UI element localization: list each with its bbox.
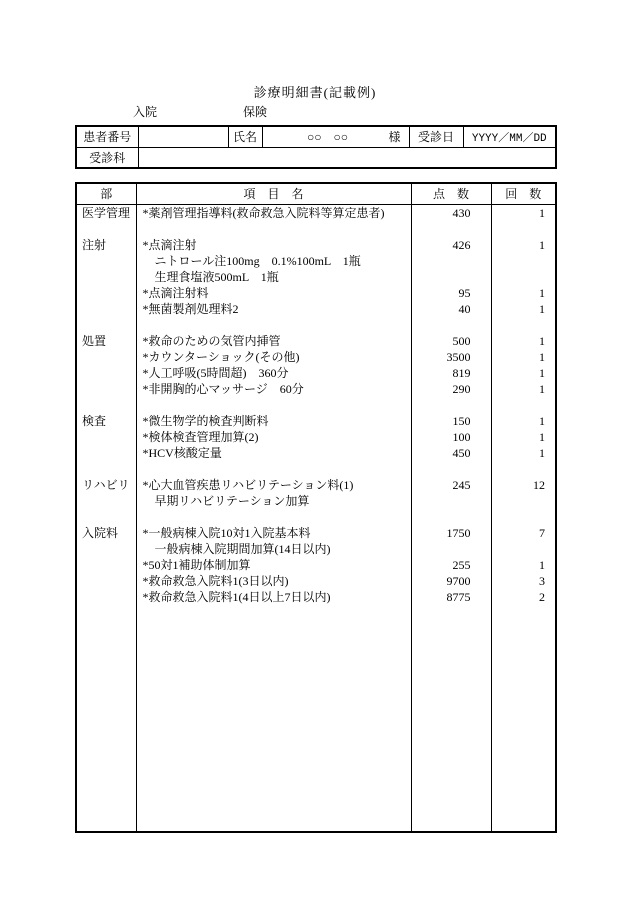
row-category-cell: [76, 269, 136, 285]
row-item-cell: *点滴注射料: [136, 285, 411, 301]
table-row: [76, 204, 556, 221]
statement-table-body: [76, 204, 556, 832]
row-count-cell: 1: [491, 301, 556, 317]
department-value: [138, 147, 556, 168]
row-count-cell: 12: [491, 477, 556, 493]
table-row: [76, 493, 556, 509]
row-count-cell: [491, 317, 556, 333]
row-points-cell: [411, 493, 491, 509]
row-points-cell: 3500: [411, 349, 491, 365]
row-category-cell: [76, 461, 136, 477]
row-category-cell: [76, 349, 136, 365]
row-item-cell: *薬剤管理指導料(救命救急入院料等算定患者): [136, 204, 411, 221]
row-count-cell: 1: [491, 237, 556, 253]
row-count-cell: 1: [491, 557, 556, 573]
col-header-count: 回 数: [491, 183, 556, 204]
patient-info-row-1: [76, 126, 556, 147]
row-item-cell: [136, 221, 411, 237]
row-count-cell: [491, 253, 556, 269]
row-points-cell: 500: [411, 333, 491, 349]
row-category-cell: [76, 221, 136, 237]
table-row: [76, 253, 556, 269]
row-category-cell: [76, 493, 136, 509]
row-item-cell: *非開胸的心マッサージ 60分: [136, 381, 411, 397]
row-points-cell: 450: [411, 445, 491, 461]
table-row: [76, 237, 556, 253]
row-points-cell: [411, 221, 491, 237]
table-row: [76, 477, 556, 493]
table-row: [76, 413, 556, 429]
row-points-cell: 40: [411, 301, 491, 317]
row-item-cell: *一般病棟入院10対1入院基本料: [136, 525, 411, 541]
row-category-cell: [76, 397, 136, 413]
name-value-cell: [262, 126, 409, 147]
row-points-cell: 8775: [411, 589, 491, 605]
row-count-cell: 1: [491, 285, 556, 301]
row-category-cell: [76, 589, 136, 605]
patient-name: ○○ ○○: [306, 130, 348, 145]
row-count-cell: 1: [491, 381, 556, 397]
row-item-cell: 一般病棟入院期間加算(14日以内): [136, 541, 411, 557]
row-count-cell: 1: [491, 445, 556, 461]
row-category-cell: [76, 573, 136, 589]
table-row: [76, 285, 556, 301]
row-category-cell: [76, 317, 136, 333]
filler-cell: [76, 605, 136, 832]
row-count-cell: [491, 541, 556, 557]
row-count-cell: 1: [491, 365, 556, 381]
patient-info-table: [75, 125, 557, 169]
table-row: [76, 557, 556, 573]
row-item-cell: *救命救急入院料1(4日以上7日以内): [136, 589, 411, 605]
row-item-cell: *カウンターショック(その他): [136, 349, 411, 365]
visit-date-value: YYYY／MM／DD: [463, 126, 556, 147]
row-item-cell: *検体検査管理加算(2): [136, 429, 411, 445]
row-item-cell: [136, 397, 411, 413]
row-points-cell: [411, 541, 491, 557]
row-points-cell: 290: [411, 381, 491, 397]
row-count-cell: 1: [491, 429, 556, 445]
row-count-cell: 1: [491, 349, 556, 365]
table-filler-row: [76, 605, 556, 832]
row-category-cell: [76, 301, 136, 317]
row-category-cell: [76, 541, 136, 557]
filler-cell: [491, 605, 556, 832]
table-row: [76, 349, 556, 365]
table-row: [76, 381, 556, 397]
department-label: 受診科: [76, 147, 138, 168]
row-item-cell: *救命救急入院料1(3日以内): [136, 573, 411, 589]
row-points-cell: 430: [411, 204, 491, 221]
table-row: [76, 525, 556, 541]
table-row: [76, 317, 556, 333]
row-item-cell: 生理食塩液500mL 1瓶: [136, 269, 411, 285]
row-count-cell: 7: [491, 525, 556, 541]
row-category-cell: 医学管理: [76, 204, 136, 221]
table-row: [76, 333, 556, 349]
row-category-cell: [76, 285, 136, 301]
visit-date-label: 受診日: [409, 126, 463, 147]
row-item-cell: [136, 509, 411, 525]
row-points-cell: 9700: [411, 573, 491, 589]
row-points-cell: [411, 269, 491, 285]
row-item-cell: *心大血管疾患リハビリテーション料(1): [136, 477, 411, 493]
col-header-points: 点 数: [411, 183, 491, 204]
admission-label: 入院: [133, 105, 158, 119]
statement-table: [75, 182, 557, 833]
row-points-cell: 100: [411, 429, 491, 445]
row-item-cell: *人工呼吸(5時間超) 360分: [136, 365, 411, 381]
row-points-cell: 426: [411, 237, 491, 253]
row-count-cell: 1: [491, 333, 556, 349]
insurance-label: 保険: [243, 105, 268, 119]
row-count-cell: [491, 509, 556, 525]
row-points-cell: 245: [411, 477, 491, 493]
row-category-cell: [76, 429, 136, 445]
row-category-cell: [76, 445, 136, 461]
row-item-cell: *救命のための気管内挿管: [136, 333, 411, 349]
row-points-cell: [411, 461, 491, 477]
row-points-cell: [411, 253, 491, 269]
table-row: [76, 429, 556, 445]
row-points-cell: 255: [411, 557, 491, 573]
row-category-cell: 注射: [76, 237, 136, 253]
row-item-cell: ニトロール注100mg 0.1%100mL 1瓶: [136, 253, 411, 269]
statement-header-row: [76, 183, 556, 204]
table-row: [76, 397, 556, 413]
row-category-cell: [76, 509, 136, 525]
row-points-cell: 819: [411, 365, 491, 381]
col-header-category: 部: [76, 183, 136, 204]
document-title: 診療明細書(記載例): [253, 85, 377, 100]
row-points-cell: 95: [411, 285, 491, 301]
filler-cell: [136, 605, 411, 832]
row-item-cell: [136, 317, 411, 333]
table-row: [76, 509, 556, 525]
patient-number-value: [138, 126, 228, 147]
row-category-cell: 検査: [76, 413, 136, 429]
row-category-cell: リハビリ: [76, 477, 136, 493]
row-item-cell: *50対1補助体制加算: [136, 557, 411, 573]
row-count-cell: 3: [491, 573, 556, 589]
row-count-cell: [491, 461, 556, 477]
row-count-cell: [491, 493, 556, 509]
row-count-cell: [491, 397, 556, 413]
row-item-cell: *HCV核酸定量: [136, 445, 411, 461]
table-row: [76, 589, 556, 605]
row-count-cell: [491, 221, 556, 237]
row-item-cell: 早期リハビリテーション加算: [136, 493, 411, 509]
row-item-cell: *無菌製剤処理料2: [136, 301, 411, 317]
row-points-cell: 150: [411, 413, 491, 429]
row-category-cell: [76, 381, 136, 397]
row-count-cell: [491, 269, 556, 285]
patient-info-row-2: [76, 147, 556, 168]
table-row: [76, 301, 556, 317]
col-header-item: 項 目 名: [136, 183, 411, 204]
row-count-cell: 1: [491, 413, 556, 429]
row-item-cell: *点滴注射: [136, 237, 411, 253]
table-row: [76, 365, 556, 381]
name-label: 氏名: [228, 126, 262, 147]
row-points-cell: [411, 317, 491, 333]
row-count-cell: 2: [491, 589, 556, 605]
table-row: [76, 269, 556, 285]
row-points-cell: 1750: [411, 525, 491, 541]
row-item-cell: [136, 461, 411, 477]
row-category-cell: [76, 365, 136, 381]
honorific-sama: 様: [388, 130, 401, 145]
table-row: [76, 461, 556, 477]
row-category-cell: 処置: [76, 333, 136, 349]
row-points-cell: [411, 509, 491, 525]
filler-cell: [411, 605, 491, 832]
patient-number-label: 患者番号: [76, 126, 138, 147]
row-points-cell: [411, 397, 491, 413]
row-count-cell: 1: [491, 204, 556, 221]
table-row: [76, 573, 556, 589]
row-category-cell: [76, 253, 136, 269]
table-row: [76, 541, 556, 557]
table-row: [76, 221, 556, 237]
table-row: [76, 445, 556, 461]
row-category-cell: 入院料: [76, 525, 136, 541]
row-category-cell: [76, 557, 136, 573]
row-item-cell: *微生物学的検査判断料: [136, 413, 411, 429]
